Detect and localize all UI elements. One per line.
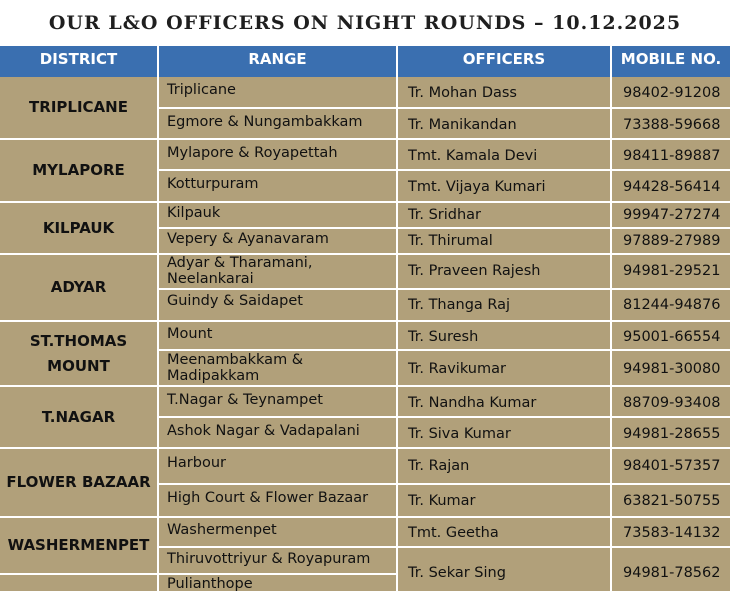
district-cell [0,255,157,320]
district-cell [0,518,157,573]
mobile-number: 94428-56414 [623,179,721,195]
range-cell: Vepery & Ayanavaram [167,231,329,247]
mobile-number: 73583-14132 [623,525,721,541]
mobile-number: 94981-78562 [623,565,721,581]
header-range: RANGE [248,50,307,68]
district-cell [0,322,157,385]
mobile-number: 98401-57357 [623,458,721,474]
officer-name: Tr. Siva Kumar [408,426,511,442]
range-cell: Washermenpet [167,522,277,538]
range-cell: Thiruvottriyur & Royapuram [167,551,371,567]
mobile-number: 94981-29521 [623,263,721,279]
header-divider [610,46,612,77]
range-cell: Triplicane [167,82,236,98]
mobile-number: 94981-28655 [623,426,721,442]
range-cell [159,255,396,288]
district-cell [0,449,157,516]
district-name: KILPAUK [42,218,115,237]
district-name: TRIPLICANE [29,98,128,116]
district-cell [0,203,157,253]
district-name: T.NAGAR [41,407,116,426]
officer-name: Tr. Kumar [408,493,476,509]
officer-name: Tr. Mohan Dass [408,85,517,101]
mobile-number: 98411-89887 [623,148,721,164]
mobile-number: 94981-30080 [623,361,721,377]
range-cell: Mount [167,326,213,342]
header-divider [396,46,398,77]
mobile-number: 73388-59668 [623,117,721,133]
officer-name: Tr. Thanga Raj [408,297,511,313]
header-officers: OFFICERS [462,50,546,68]
district-cell [0,140,157,201]
district-name: ADYAR [50,278,107,296]
district-cell [0,387,157,447]
range-line: Meenambakkam & [167,352,304,368]
range-cell: Egmore & Nungambakkam [167,114,363,130]
mobile-number: 95001-66554 [623,329,721,345]
officers-table [0,77,730,591]
group-divider [0,573,158,575]
page-title: OUR L&O OFFICERS ON NIGHT ROUNDS – 10.12.2025 [0,0,730,46]
officer-name: Tr. Nandha Kumar [408,395,537,411]
officer-name: Tr. Thirumal [408,233,493,249]
officer-name: Tmt. Geetha [408,525,499,541]
header-divider [157,46,159,77]
range-cell: Pulianthope [167,576,253,591]
district-name: ST.THOMAS [29,331,128,350]
range-cell: Kilpauk [167,205,221,221]
officer-name: Tr. Praveen Rajesh [408,263,541,279]
district-name: FLOWER BAZAAR [6,473,151,491]
table-header [0,46,730,77]
mobile-number: 97889-27989 [623,233,721,249]
mobile-number: 63821-50755 [623,493,721,509]
officer-name: Tr. Rajan [408,458,470,474]
range-line: Adyar & Tharamani, [167,255,313,271]
officer-name: Tmt. Vijaya Kumari [408,179,546,195]
range-cell: Guindy & Saidapet [167,293,303,309]
range-cell: Harbour [167,455,226,471]
range-cell: Mylapore & Royapettah [167,145,338,161]
range-cell: High Court & Flower Bazaar [167,490,369,506]
district-name: MYLAPORE [32,161,125,179]
header-mobile: MOBILE NO. [620,50,722,68]
range-cell: Kotturpuram [167,176,259,192]
mobile-number: 81244-94876 [623,297,721,313]
range-cell: T.Nagar & Teynampet [167,392,323,408]
officer-name: Tr. Manikandan [408,117,517,133]
officer-name: Tr. Suresh [408,329,479,345]
mobile-number: 99947-27274 [623,207,721,223]
mobile-number: 88709-93408 [623,395,721,411]
district-cell [0,77,157,138]
header-district: DISTRICT [39,50,118,68]
range-line: Madipakkam [167,368,260,384]
range-line: Neelankarai [167,271,254,287]
officer-name: Tr. Sekar Sing [408,565,506,581]
officer-name: Tr. Sridhar [408,207,482,223]
district-name-line2: MOUNT [47,356,110,375]
officer-name: Tr. Ravikumar [408,361,506,377]
mobile-number: 98402-91208 [623,85,721,101]
range-cell: Ashok Nagar & Vadapalani [167,423,360,439]
range-cell [159,351,396,385]
district-name: WASHERMENPET [7,536,150,554]
officer-name: Tmt. Kamala Devi [408,148,538,164]
